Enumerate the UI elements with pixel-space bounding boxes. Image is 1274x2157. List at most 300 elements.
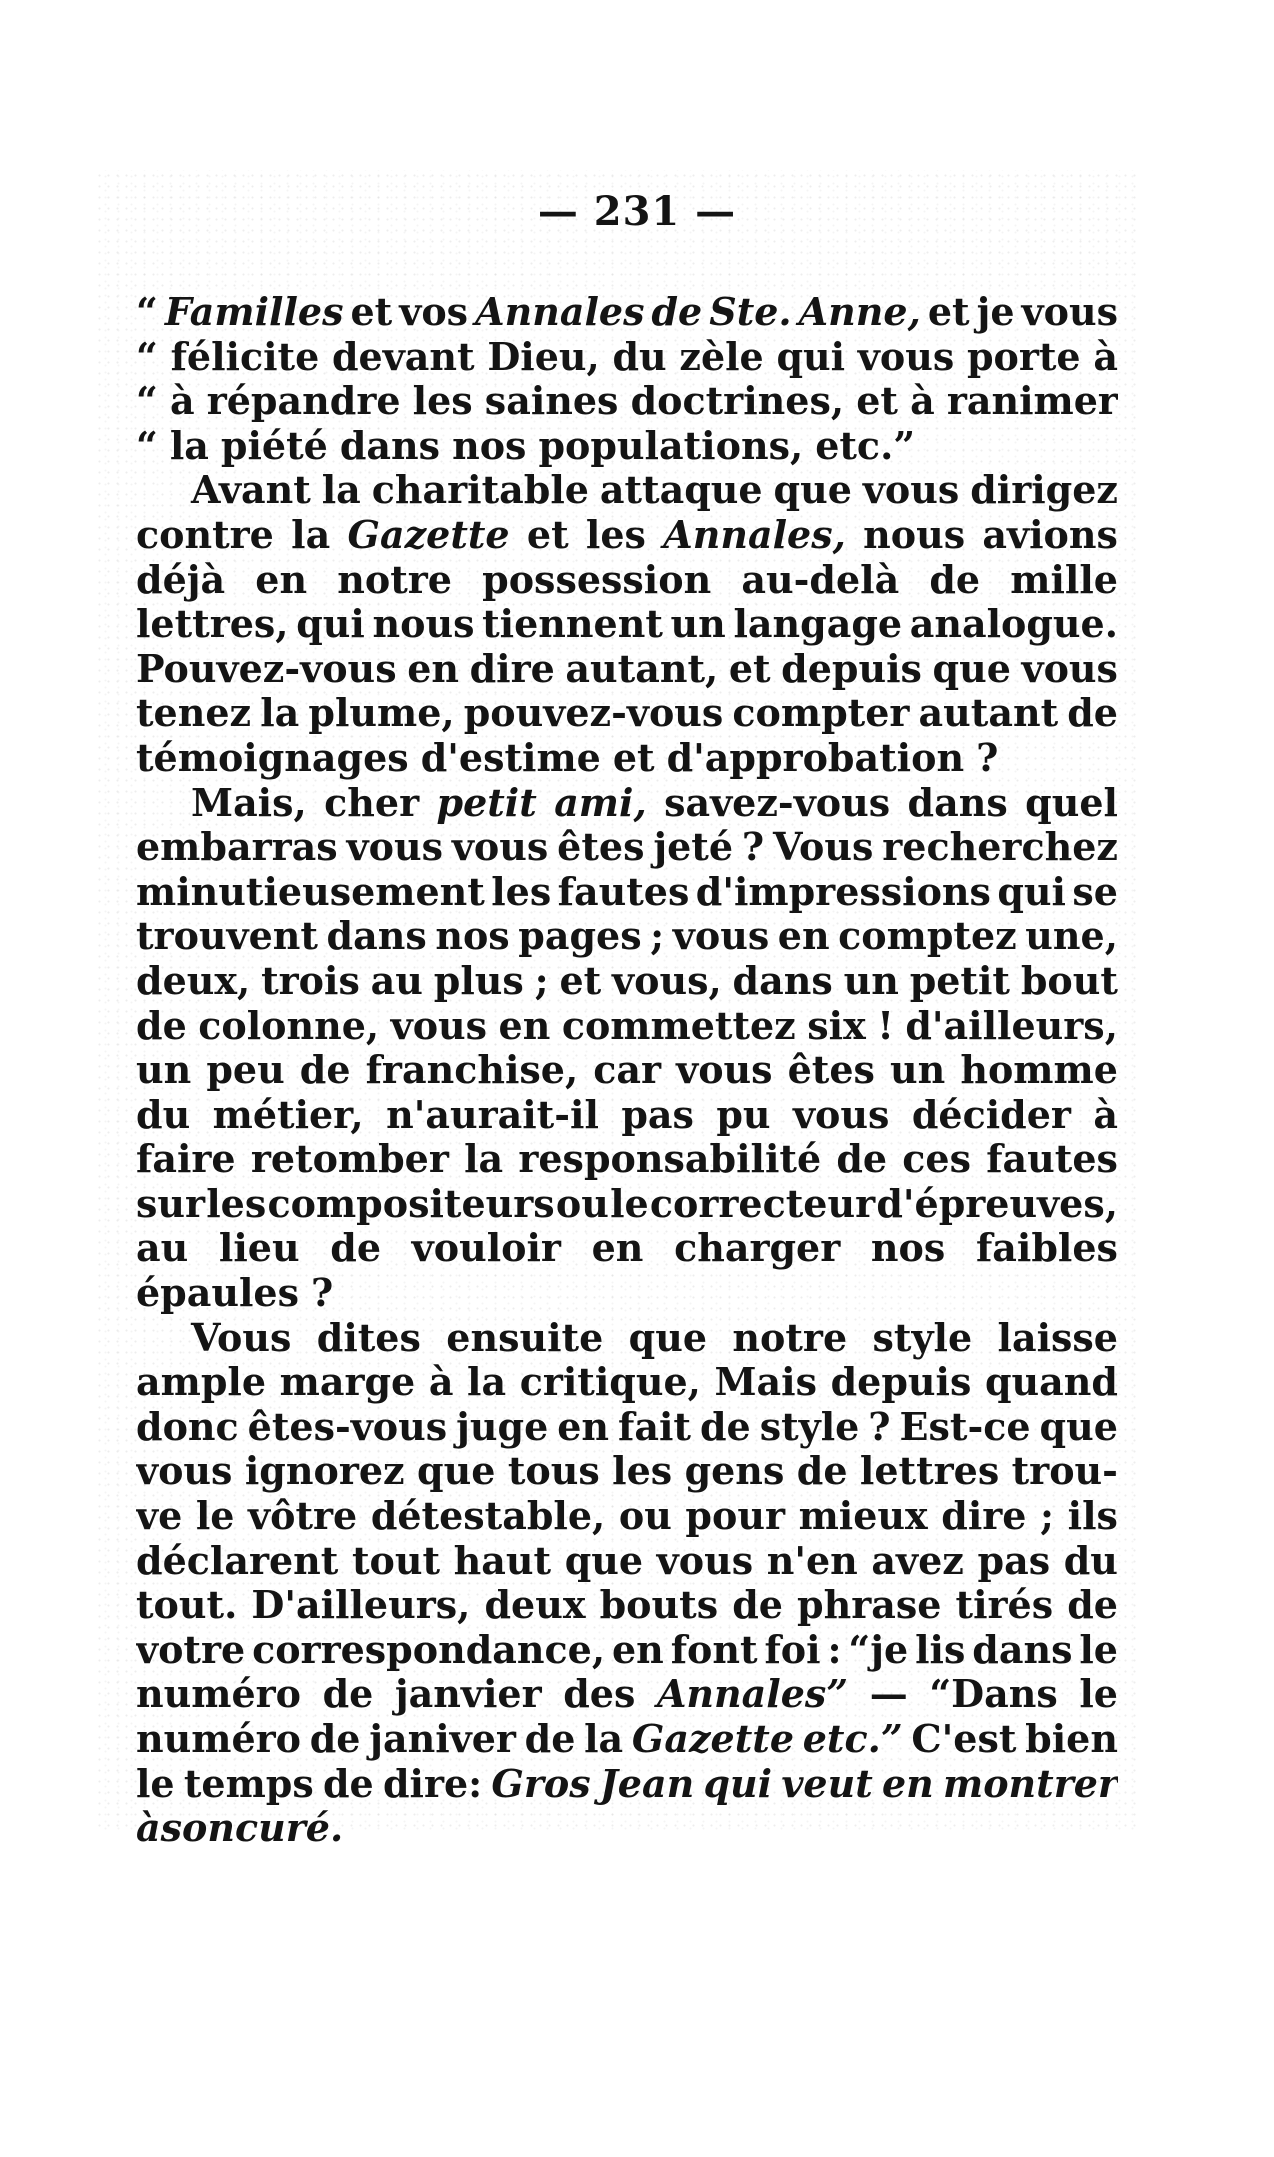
text-line (136, 335, 1118, 380)
word: en (498, 1003, 551, 1048)
word: dirigez (970, 468, 1118, 513)
text-line (136, 1494, 1118, 1539)
word: à (910, 379, 935, 424)
text-line (136, 424, 1118, 469)
word: de (299, 1048, 351, 1093)
word: minutieusement (136, 869, 485, 914)
word: faibles (975, 1226, 1118, 1271)
word: “ (136, 379, 158, 424)
word: les (412, 379, 473, 424)
word: que (932, 646, 1011, 691)
word: vouloir (411, 1226, 561, 1271)
word: déclarent (136, 1538, 339, 1583)
word: Pouvez-vous (136, 646, 397, 691)
word: d'estime (420, 735, 601, 780)
word: d'impressions (695, 869, 991, 914)
word: le (195, 1494, 235, 1539)
word: juge (456, 1404, 549, 1449)
word: vous (676, 1048, 773, 1093)
word: doctrines, (630, 379, 845, 424)
word: nous (863, 512, 966, 557)
word: homme (960, 1048, 1118, 1093)
word: ou (618, 1494, 672, 1539)
word: “ (136, 423, 158, 468)
word: analogue. (909, 602, 1118, 647)
word: du (1063, 1538, 1118, 1583)
word: lis (915, 1627, 966, 1672)
word: petit (909, 958, 1010, 1003)
italic-word: Jean (599, 1761, 695, 1806)
italic-word: Ste. (709, 290, 792, 334)
word: lieu (218, 1226, 300, 1271)
word: deux (484, 1583, 586, 1628)
word: notre (337, 557, 452, 602)
word: nos (870, 1226, 946, 1271)
word: la (464, 1137, 504, 1182)
word: n'aurait-il (386, 1092, 599, 1137)
word: vous (1021, 646, 1118, 691)
word: du (136, 1092, 191, 1137)
word: critique, (519, 1360, 701, 1405)
word: D'ailleurs, (251, 1583, 471, 1628)
word: numéro (136, 1672, 302, 1717)
word: métier, (212, 1092, 364, 1137)
italic-word: en (881, 1761, 934, 1806)
word: faire (136, 1137, 236, 1182)
word: que (564, 1538, 644, 1583)
word: vos (399, 290, 469, 334)
word: dites (316, 1315, 421, 1360)
word: que (628, 1315, 708, 1360)
word: et (927, 290, 970, 334)
word: “je (848, 1627, 909, 1672)
word: phrase (797, 1583, 942, 1628)
word: et (728, 646, 771, 691)
word: à (169, 379, 195, 424)
word: numéro (136, 1717, 302, 1761)
word: pouvez-vous (463, 691, 724, 736)
text-line (136, 1806, 1118, 1851)
word: possession (482, 557, 712, 602)
text-line (136, 1004, 1118, 1049)
italic-word: Gazette (631, 1717, 795, 1761)
word: haut (453, 1538, 552, 1583)
page-number: — 231 — (537, 188, 737, 235)
word: style (759, 1404, 860, 1449)
word: vous (862, 468, 960, 513)
word: bien (1025, 1717, 1118, 1761)
word: d'approbation (666, 735, 965, 780)
word: fait (618, 1404, 691, 1449)
word: dans (339, 423, 441, 468)
word: et (526, 512, 569, 557)
text-line (136, 379, 1118, 424)
word: pour (685, 1494, 785, 1539)
word: et (856, 379, 898, 424)
word: correcteur (649, 1181, 876, 1226)
word: de (796, 1449, 848, 1494)
word: temps (183, 1761, 314, 1806)
word: lettres (859, 1449, 1000, 1494)
italic-word: Gazette (347, 512, 510, 557)
word: ou (555, 1181, 609, 1226)
word: style (872, 1315, 973, 1360)
word: Est-ce (899, 1404, 1031, 1449)
word: vous (346, 825, 443, 870)
word: colonne, (198, 1003, 380, 1048)
text-line (136, 558, 1118, 603)
word: la (467, 1360, 507, 1405)
word: de (732, 1583, 783, 1628)
text-line (136, 1405, 1118, 1450)
word: ils (1067, 1494, 1118, 1539)
word: trou- (1011, 1449, 1118, 1494)
text-line (136, 647, 1118, 692)
word: de (330, 1226, 381, 1271)
word: ? (976, 735, 999, 780)
word: en (255, 557, 308, 602)
text-line (136, 468, 1118, 513)
word: en (407, 646, 459, 691)
word: nos (452, 423, 527, 468)
word: langage (733, 602, 903, 647)
italic-word: curé. (235, 1806, 344, 1851)
word: en (777, 914, 830, 959)
word: n'en (766, 1538, 858, 1583)
word: ranimer (946, 379, 1118, 424)
word: que (773, 468, 852, 513)
word: déjà (136, 557, 226, 602)
word: tout (351, 1538, 441, 1583)
word: tenez (136, 691, 252, 736)
word: C'est (911, 1717, 1017, 1761)
word: êtes-vous (247, 1404, 448, 1449)
word: Vous (191, 1315, 292, 1360)
italic-word: qui (703, 1761, 773, 1806)
word: charitable (371, 468, 589, 513)
word: cher (324, 780, 420, 825)
word: donc (136, 1404, 239, 1449)
word: fautes (557, 869, 690, 914)
word: le (1079, 1627, 1118, 1672)
word: nous (372, 602, 475, 647)
word: car (593, 1048, 662, 1093)
word: mieux (798, 1494, 928, 1539)
word: je (976, 290, 1015, 334)
word: lettres, (136, 602, 289, 647)
word: vous (672, 914, 770, 959)
word: êtes (557, 825, 645, 870)
word: le (136, 1761, 175, 1806)
italic-word: à (136, 1806, 161, 1851)
text-line (136, 513, 1118, 558)
word: charger (674, 1226, 841, 1271)
word: et (559, 958, 602, 1003)
word: populations, (538, 423, 804, 468)
word: etc.” (815, 423, 916, 468)
word: êtes (787, 1048, 875, 1093)
word: ve (136, 1494, 183, 1539)
word: décider (911, 1092, 1071, 1137)
word: peu (206, 1048, 285, 1093)
word: : (827, 1627, 842, 1672)
word: de (836, 1137, 888, 1182)
word: comptez (838, 914, 1017, 959)
word: un (890, 1048, 946, 1093)
word: Dieu, (487, 334, 600, 379)
text-line (136, 1583, 1118, 1628)
word: votre (136, 1627, 246, 1672)
body-text (136, 290, 1118, 1851)
text-line (136, 1717, 1118, 1762)
word: janvier (394, 1672, 542, 1717)
word: épaules (136, 1271, 300, 1316)
word: compositeurs (267, 1181, 555, 1226)
word: “ (136, 290, 158, 334)
word: ? (868, 1404, 891, 1449)
word: Mais (714, 1360, 817, 1405)
italic-word: Annales” (656, 1672, 849, 1717)
word: détestable, (370, 1494, 606, 1539)
word: fautes (986, 1137, 1118, 1182)
word: à (1093, 334, 1118, 379)
word: de (1067, 1583, 1118, 1628)
word: des (563, 1672, 636, 1717)
word: de (699, 1404, 751, 1449)
word: ample (136, 1360, 267, 1405)
word: trois (261, 958, 360, 1003)
word: vous (390, 1003, 488, 1048)
word: qui (296, 602, 365, 647)
word: ces (902, 1137, 971, 1182)
word: félicite (170, 334, 320, 379)
italic-word: Annales (475, 290, 645, 334)
word: vous (1021, 290, 1118, 334)
word: ensuite (446, 1315, 604, 1360)
italic-word: veut (781, 1761, 873, 1806)
word: la (260, 691, 300, 736)
word: se (1072, 869, 1118, 914)
word: Mais, (191, 780, 307, 825)
italic-word: son (160, 1806, 235, 1851)
word: gens (684, 1449, 785, 1494)
word: font (670, 1627, 758, 1672)
word: dire (469, 646, 555, 691)
word: “Dans (929, 1672, 1058, 1717)
word: ! (877, 1003, 894, 1048)
text-line (136, 1628, 1118, 1673)
word: qui (997, 869, 1066, 914)
word: pas (621, 1092, 694, 1137)
italic-word: Gros (491, 1761, 591, 1806)
italic-word: ami, (554, 780, 647, 825)
word: au-delà (741, 557, 900, 602)
word: trouvent (136, 914, 318, 959)
word: ; (650, 914, 665, 959)
word: dire: (382, 1761, 483, 1806)
word: le (1079, 1672, 1118, 1717)
text-line (136, 870, 1118, 915)
word: pages (518, 914, 642, 959)
word: la (584, 1717, 624, 1761)
word: six (807, 1003, 866, 1048)
text-line (136, 914, 1118, 959)
word: dans (732, 958, 833, 1003)
word: au (370, 958, 423, 1003)
word: vous (792, 1092, 890, 1137)
word: vôtre (248, 1494, 358, 1539)
text-line (136, 1048, 1118, 1093)
word: de (322, 1672, 374, 1717)
word: franchise, (365, 1048, 579, 1093)
word: foi (764, 1627, 821, 1672)
word: marge (279, 1360, 416, 1405)
word: autant, (565, 646, 719, 691)
word: porte (966, 334, 1081, 379)
text-line (136, 691, 1118, 736)
word: dans (972, 1627, 1073, 1672)
text-line (136, 602, 1118, 647)
word: dire (941, 1494, 1027, 1539)
word: un (843, 958, 899, 1003)
word: laisse (997, 1315, 1118, 1360)
word: attaque (599, 468, 763, 513)
word: plus (433, 958, 524, 1003)
word: les (206, 1181, 267, 1226)
word: ? (311, 1271, 334, 1316)
word: le (610, 1181, 649, 1226)
word: tiennent (482, 602, 663, 647)
italic-word: de (651, 290, 703, 334)
word: retomber (250, 1137, 449, 1182)
text-line (136, 1271, 1118, 1316)
word: avions (982, 512, 1118, 557)
text-line (136, 1316, 1118, 1361)
text-line (136, 736, 1118, 781)
word: plume, (308, 691, 455, 736)
word: témoignages (136, 735, 409, 780)
italic-word: petit (436, 780, 537, 825)
text-line (136, 781, 1118, 826)
word: de (309, 1717, 361, 1761)
word: Avant (191, 468, 311, 513)
word: pas (977, 1538, 1051, 1583)
italic-word: etc.” (802, 1717, 903, 1761)
text-line (136, 825, 1118, 870)
text-line (136, 1449, 1118, 1494)
word: la (321, 468, 361, 513)
text-line (136, 1137, 1118, 1182)
word: en (591, 1226, 644, 1271)
word: à (428, 1360, 454, 1405)
word: contre (136, 512, 274, 557)
word: d'épreuves, (876, 1181, 1118, 1226)
word: jeté (653, 825, 734, 870)
word: zèle (679, 334, 764, 379)
word: ; (1040, 1494, 1055, 1539)
word: vous (451, 825, 549, 870)
text-line (136, 1226, 1118, 1271)
word: en (557, 1404, 610, 1449)
word: mille (1010, 557, 1118, 602)
word: que (1039, 1404, 1118, 1449)
word: correspondance, (252, 1627, 606, 1672)
word: qui (776, 334, 846, 379)
word: une, (1025, 914, 1118, 959)
word: de (1067, 691, 1118, 736)
word: notre (732, 1315, 848, 1360)
word: bouts (599, 1583, 719, 1628)
word: de (322, 1761, 374, 1806)
word: vous, (612, 958, 722, 1003)
word: savez-vous (664, 780, 891, 825)
word: au (136, 1226, 189, 1271)
word: embarras (136, 825, 338, 870)
word: un (136, 1048, 192, 1093)
word: vous (857, 334, 955, 379)
word: les (612, 1449, 673, 1494)
word: tout. (136, 1583, 238, 1628)
word: autant (918, 691, 1059, 736)
word: ? (741, 825, 765, 870)
text-line (136, 290, 1118, 335)
word: quand (984, 1360, 1118, 1405)
word: depuis (781, 646, 922, 691)
word: les (491, 869, 552, 914)
word: nos (435, 914, 510, 959)
italic-word: Annales, (663, 512, 846, 557)
word: pu (716, 1092, 771, 1137)
text-line (136, 1182, 1118, 1227)
word: de (929, 557, 981, 602)
word: les (585, 512, 646, 557)
word: vous (656, 1538, 754, 1583)
word: sur (136, 1181, 206, 1226)
word: de (524, 1717, 576, 1761)
word: la (169, 423, 209, 468)
word: “ (136, 334, 158, 379)
word: quel (1025, 780, 1118, 825)
text-line (136, 1360, 1118, 1405)
word: janiver (369, 1717, 516, 1761)
word: Vous (773, 825, 874, 870)
word: devant (331, 334, 475, 379)
word: commettez (561, 1003, 796, 1048)
word: que (417, 1449, 496, 1494)
italic-word: Anne, (798, 290, 921, 334)
word: la (291, 512, 331, 557)
text-line (136, 1672, 1118, 1717)
word: et (350, 290, 393, 334)
text-line (136, 1762, 1118, 1807)
word: à (1093, 1092, 1118, 1137)
word: un (670, 602, 726, 647)
italic-word: montrer (943, 1761, 1118, 1806)
word: et (612, 735, 655, 780)
word: bout (1020, 958, 1118, 1003)
word: d'ailleurs, (905, 1003, 1118, 1048)
word: deux, (136, 958, 251, 1003)
word: responsabilité (518, 1137, 822, 1182)
word: — (869, 1672, 908, 1717)
word: vous (136, 1449, 233, 1494)
word: ; (534, 958, 549, 1003)
italic-word: Familles (164, 290, 344, 334)
word: compter (732, 691, 910, 736)
word: en (611, 1627, 664, 1672)
word: piété (220, 423, 328, 468)
word: de (136, 1003, 187, 1048)
